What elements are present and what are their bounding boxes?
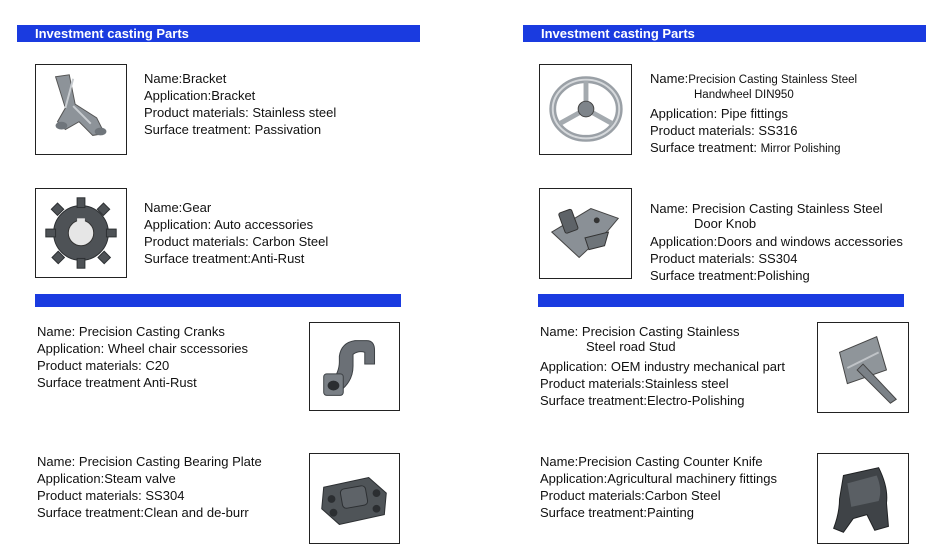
product-name: Precision Casting Counter Knife [578,454,763,469]
product-image-counter-knife [817,453,909,544]
materials-label: Product materials: [650,123,755,138]
materials-label: Product materials: [540,488,645,503]
materials-label: Product materials: [650,251,755,266]
surface-label: Surface treatment: [540,393,647,408]
product-info-door-knob [650,200,903,284]
name-label: Name: [540,324,579,339]
product-image-gear [35,188,127,278]
surface-label: Surface treatment: [650,140,757,155]
product-surface: Polishing [756,268,810,283]
product-name-line2: Steel road Stud [586,339,676,354]
product-surface: Anti-Rust [143,375,197,390]
name-label: Name: [650,201,689,216]
door-knob-icon [540,189,631,278]
product-application: OEM industry mechanical part [610,359,785,374]
product-name: Precision Casting Stainless Steel [691,201,883,216]
name-label: Name: [37,454,76,469]
name-label: Name: [540,454,579,469]
product-materials: SS304 [145,488,185,503]
product-materials: C20 [145,358,170,373]
product-application: Wheel chair sccessories [107,341,248,356]
product-application: Agricultural machinery fittings [607,471,778,486]
product-name: Precision Casting Stainless [581,324,740,339]
surface-label: Surface treatment: [540,505,647,520]
product-materials: SS316 [758,123,798,138]
product-image-bearing-plate [309,453,400,544]
product-materials: Stainless steel [252,105,337,120]
product-materials: Stainless steel [644,376,729,391]
application-label: Application: [37,471,105,486]
surface-label: Surface treatment: [144,251,251,266]
road-stud-icon [818,323,908,412]
product-name: Gear [182,200,212,215]
product-info-counter-knife [540,453,777,521]
product-application: Bracket [211,88,256,103]
materials-label: Product materials: [144,105,249,120]
name-label: Name: [650,71,689,86]
bearing-plate-icon [310,454,399,543]
section-header-right [523,25,926,42]
application-label: Application: [650,106,718,121]
application-label: Application: [37,341,105,356]
counter-knife-icon [818,454,908,543]
product-name-line2: Handwheel DIN950 [694,89,794,101]
product-image-road-stud [817,322,909,413]
application-label: Application: [144,88,212,103]
divider-bar-right [538,294,904,307]
product-materials: SS304 [758,251,798,266]
application-label: Application: [540,359,608,374]
product-name: Bracket [182,71,227,86]
crank-icon [310,323,399,410]
product-surface: Electro-Polishing [646,393,745,408]
surface-label: Surface treatment: [650,268,757,283]
product-info-crank [37,323,248,391]
product-application: Auto accessories [214,217,314,232]
surface-label: Surface treatment [37,375,141,390]
product-image-crank [309,322,400,411]
product-info-bearing-plate [37,453,262,521]
product-surface: Painting [646,505,694,520]
product-materials: Carbon Steel [252,234,329,249]
product-materials: Carbon Steel [644,488,721,503]
materials-label: Product materials: [540,376,645,391]
application-label: Application: [650,234,718,249]
materials-label: Product materials: [37,488,142,503]
product-application: Doors and windows accessories [717,234,903,249]
surface-label: Surface treatment: [37,505,144,520]
materials-label: Product materials: [37,358,142,373]
name-label: Name: [37,324,76,339]
handwheel-icon [540,65,631,154]
section-title-left: Investment casting Parts [35,26,189,41]
name-label: Name: [144,200,183,215]
product-name: Precision Casting Stainless Steel [688,74,858,86]
product-name: Precision Casting Cranks [78,324,225,339]
product-application: Pipe fittings [720,106,789,121]
product-surface: Clean and de-burr [143,505,249,520]
product-info-bracket [144,70,336,138]
product-surface: Mirror Polishing [760,143,841,155]
product-surface: Anti-Rust [250,251,305,266]
product-application: Steam valve [104,471,176,486]
product-surface: Passivation [254,122,322,137]
bracket-icon [36,65,126,154]
application-label: Application: [144,217,212,232]
application-label: Application: [540,471,608,486]
product-name: Precision Casting Bearing Plate [78,454,262,469]
gear-icon [36,189,126,277]
product-info-road-stud [540,323,785,409]
product-info-handwheel [650,70,857,158]
product-image-handwheel [539,64,632,155]
divider-bar-left [35,294,401,307]
product-info-gear [144,199,328,267]
product-image-door-knob [539,188,632,279]
section-title-right: Investment casting Parts [541,26,695,41]
materials-label: Product materials: [144,234,249,249]
surface-label: Surface treatment: [144,122,251,137]
product-image-bracket [35,64,127,155]
product-name-line2: Door Knob [694,216,757,231]
name-label: Name: [144,71,183,86]
section-header-left [17,25,420,42]
